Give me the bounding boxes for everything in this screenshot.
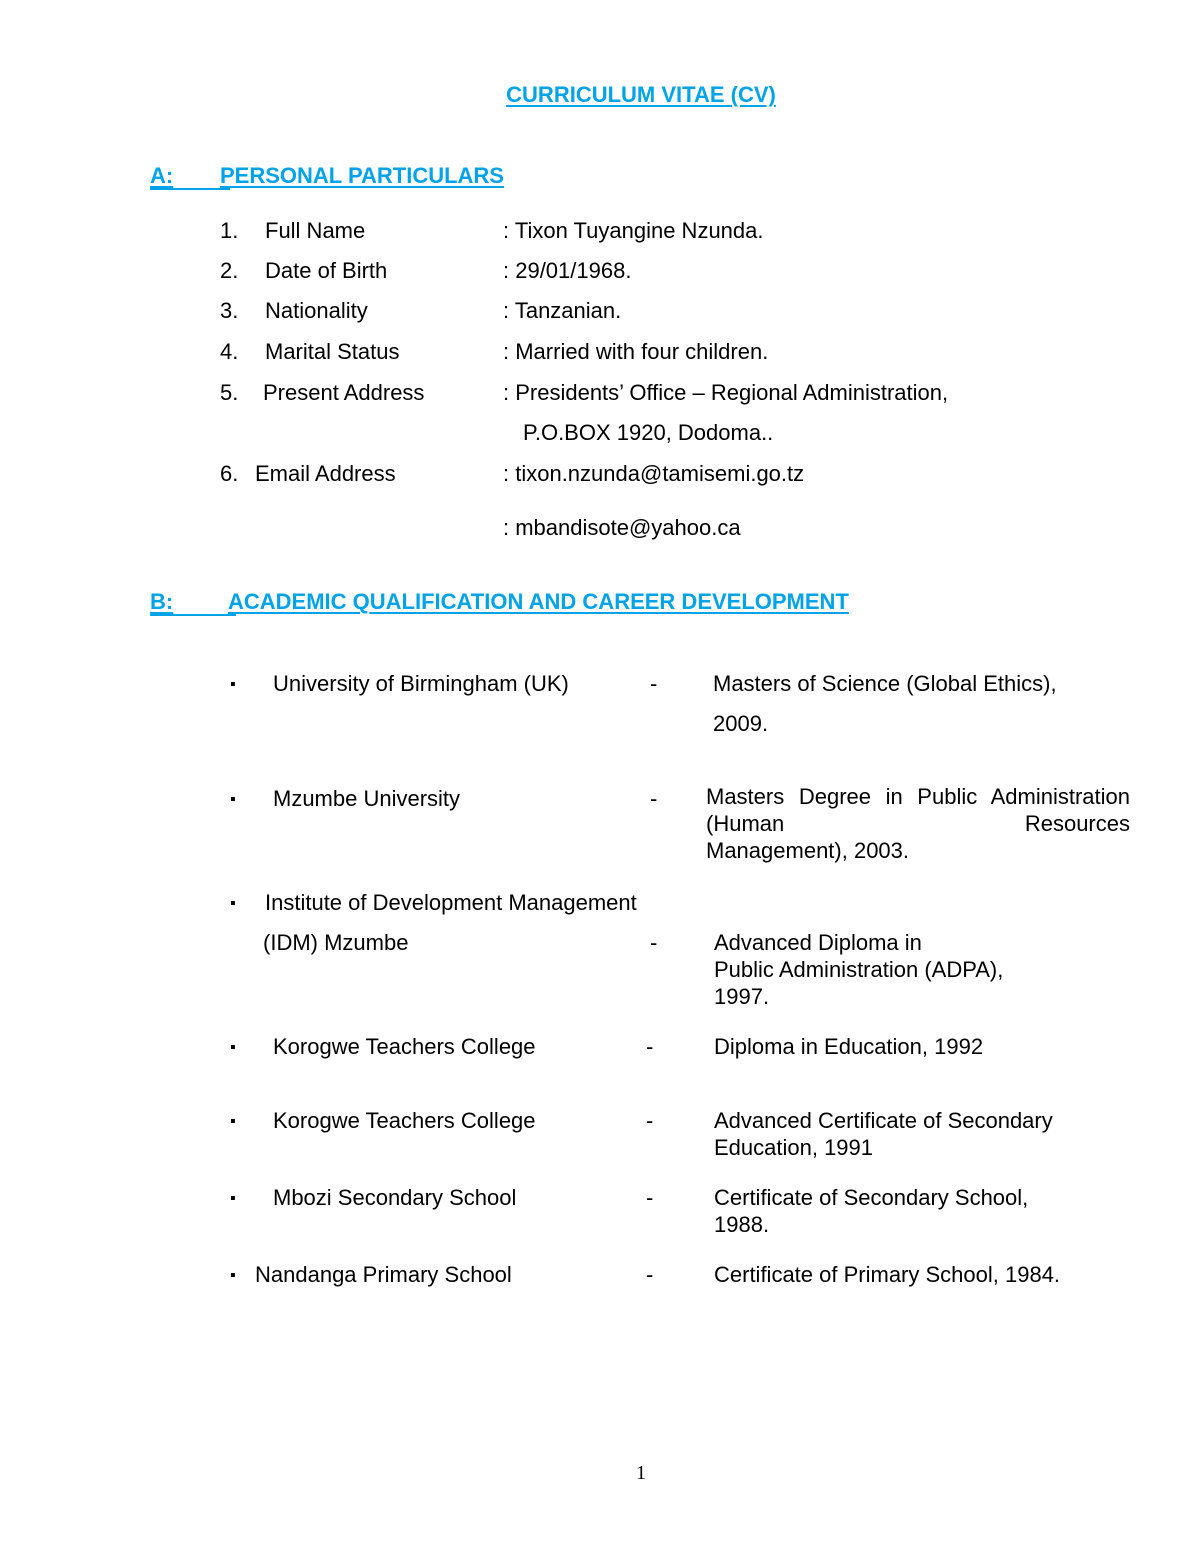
qualification-line: Masters Degree in Public Administration (Human Resources xyxy=(706,784,1130,836)
page-number: 1 xyxy=(636,1462,646,1484)
section-b-underline xyxy=(150,614,236,616)
section-b-title: ACADEMIC QUALIFICATION AND CAREER DEVELOPMENT xyxy=(228,589,849,614)
qualification-line: Education, 1991 xyxy=(714,1135,874,1160)
item-value-nationality: : Tanzanian. xyxy=(503,298,622,323)
item-label-present-address: Present Address xyxy=(263,380,425,405)
dash-separator: - xyxy=(650,786,658,811)
item-label-email-address: Email Address xyxy=(255,461,396,486)
dash-separator: - xyxy=(646,1262,654,1287)
institution-name: Nandanga Primary School xyxy=(255,1262,512,1287)
dash-separator: - xyxy=(650,930,658,955)
qualification-line: Masters of Science (Global Ethics), xyxy=(713,671,1057,696)
qualification-line: Diploma in Education, 1992 xyxy=(714,1034,984,1059)
item-value-marital-status: : Married with four children. xyxy=(503,339,769,364)
institution-name: Institute of Development Management xyxy=(265,890,637,915)
item-value-date-of-birth: : 29/01/1968. xyxy=(503,258,632,283)
section-a-label: A: xyxy=(150,163,174,188)
qualification-line: 2009. xyxy=(713,711,769,736)
dash-separator: - xyxy=(646,1108,654,1133)
item-value-email-primary: : tixon.nzunda@tamisemi.go.tz xyxy=(503,461,805,486)
institution-name-line2: (IDM) Mzumbe xyxy=(263,930,409,955)
item-number: 4. xyxy=(220,339,239,364)
section-a-underline xyxy=(150,188,230,190)
item-label-nationality: Nationality xyxy=(265,298,368,323)
qualification-line: Management), 2003. xyxy=(706,838,910,863)
item-label-date-of-birth: Date of Birth xyxy=(265,258,388,283)
section-b-label: B: xyxy=(150,589,174,614)
bullet-icon: ▪ xyxy=(230,1267,236,1284)
qualification-line: 1997. xyxy=(714,984,770,1009)
institution-name: Korogwe Teachers College xyxy=(273,1108,536,1133)
institution-name: Mzumbe University xyxy=(273,786,461,811)
item-number: 6. xyxy=(220,461,239,486)
item-value-full-name: : Tixon Tuyangine Nzunda. xyxy=(503,218,764,243)
bullet-icon: ▪ xyxy=(230,1113,236,1130)
item-value-present-address: : Presidents’ Office – Regional Administration, xyxy=(503,380,949,405)
section-a-title: PERSONAL PARTICULARS xyxy=(220,163,504,188)
item-number: 5. xyxy=(220,380,239,405)
dash-separator: - xyxy=(646,1185,654,1210)
qualification-line: Advanced Certificate of Secondary xyxy=(714,1108,1053,1133)
bullet-icon: ▪ xyxy=(230,1190,236,1207)
document-title: CURRICULUM VITAE (CV) xyxy=(506,82,776,107)
item-value-email-secondary: : mbandisote@yahoo.ca xyxy=(503,515,741,540)
qualification-line: Certificate of Primary School, 1984. xyxy=(714,1262,1061,1287)
qualification-text xyxy=(706,783,1130,864)
item-number: 1. xyxy=(220,218,239,243)
bullet-icon: ▪ xyxy=(230,791,236,808)
item-label-full-name: Full Name xyxy=(265,218,366,243)
institution-name: University of Birmingham (UK) xyxy=(273,671,569,696)
bullet-icon: ▪ xyxy=(230,676,236,693)
institution-name: Korogwe Teachers College xyxy=(273,1034,536,1059)
bullet-icon: ▪ xyxy=(230,895,236,912)
institution-name: Mbozi Secondary School xyxy=(273,1185,517,1210)
dash-separator: - xyxy=(646,1034,654,1059)
qualification-line: Advanced Diploma in xyxy=(714,930,922,955)
bullet-icon: ▪ xyxy=(230,1039,236,1056)
item-number: 2. xyxy=(220,258,239,283)
dash-separator: - xyxy=(650,671,658,696)
item-value-present-address-line2: P.O.BOX 1920, Dodoma.. xyxy=(523,420,774,445)
qualification-line: 1988. xyxy=(714,1212,770,1237)
qualification-line: Public Administration (ADPA), xyxy=(714,957,1004,982)
item-number: 3. xyxy=(220,298,239,323)
item-label-marital-status: Marital Status xyxy=(265,339,400,364)
qualification-line: Certificate of Secondary School, xyxy=(714,1185,1029,1210)
